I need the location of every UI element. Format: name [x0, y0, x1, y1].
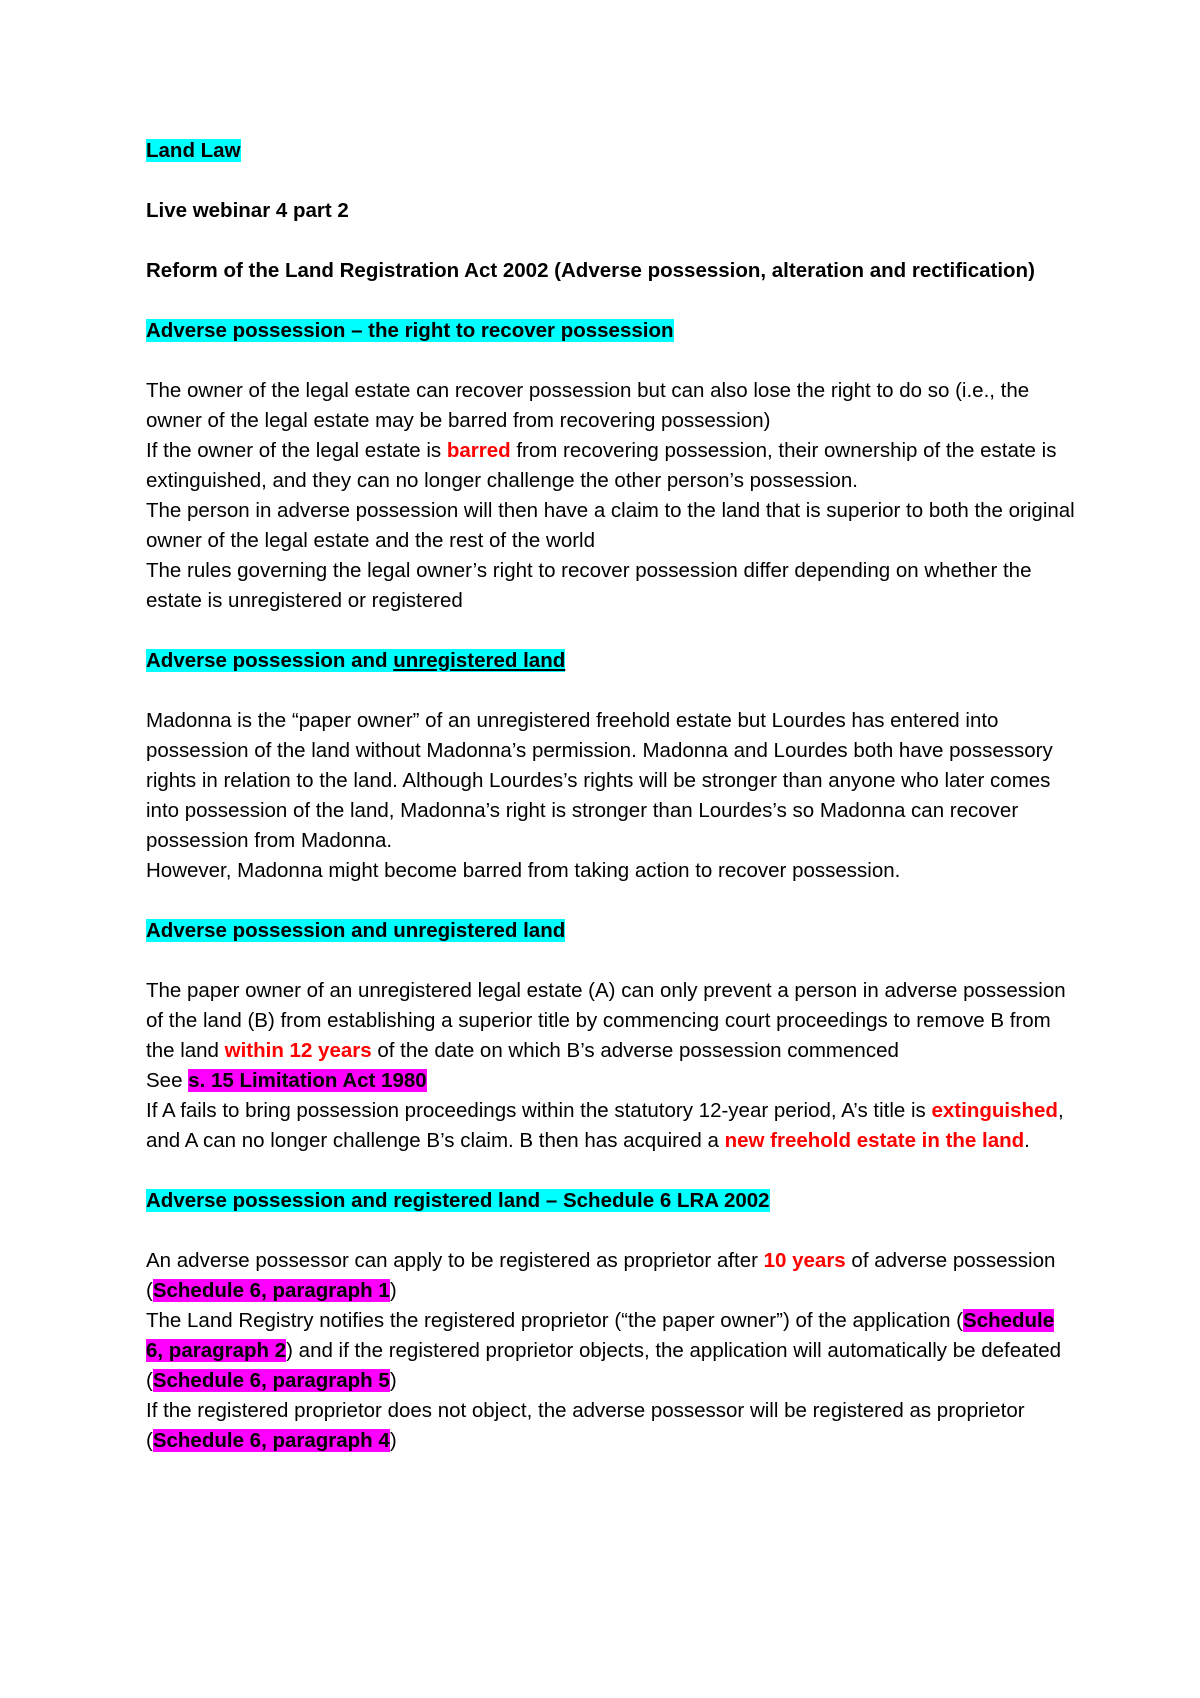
schedule6-para1-citation: Schedule 6, paragraph 1: [152, 1279, 390, 1302]
section2-line1: Madonna is the “paper owner” of an unregistered freehold estate but Lourdes has entered into possession of the land without Madonna’s permission. Madonna and Lourdes both have possessory rights in relation to the land. Although Lourdes’s rights will be stronger than anyone who later comes into possession of the land, Madonna’s right is stronger than Lourdes’s so Madonna can recover possession from Madonna.: [146, 709, 1053, 852]
section1-line4: The rules governing the legal owner’s right to recover possession differ depending on whether the estate is unregistered or registered: [146, 559, 1032, 612]
section4-line2-part: ): [389, 1369, 397, 1392]
section4-line3: [146, 1396, 1076, 1456]
section1-barred-emphasis: barred: [446, 439, 511, 462]
section2-heading-part: Adverse possession and: [146, 649, 394, 672]
section3-heading: [146, 916, 1076, 946]
section3-line1-part: The paper owner of an unregistered legal estate (A) can only prevent a person in adverse possession of the land (B) from establishing a superior title by commencing court proceedings to remove B from the land: [146, 979, 1066, 1062]
section4-line1-part: An adverse possessor can apply to be registered as proprietor after: [146, 1249, 764, 1272]
section3-line3-part: .: [1024, 1129, 1030, 1152]
section4-line2-part: ) and if the registered proprietor objects, the application will automatically be defeated (: [146, 1339, 1062, 1392]
section3-line2: [146, 1066, 1076, 1096]
section1-heading-text: Adverse possession – the right to recover possession: [146, 319, 674, 342]
section4-line3-part: If the registered proprietor does not object, the adverse possessor will be registered as proprietor (: [146, 1399, 1025, 1452]
section4-heading: [146, 1186, 1076, 1216]
section1-line2-part: from recovering possession, their ownership of the estate is extinguished, and they can no longer challenge the other person’s possession.: [146, 439, 1057, 492]
schedule6-para4-citation: Schedule 6, paragraph 4: [152, 1429, 390, 1452]
subject-highlight: Land Law: [146, 139, 241, 162]
section2-heading: [146, 646, 1076, 676]
section3-line3-part: If A fails to bring possession proceedings within the statutory 12-year period, A’s title is: [146, 1099, 932, 1122]
section4-line1: [146, 1246, 1076, 1306]
section2-heading-text: [146, 649, 565, 672]
section2-heading-underlined: unregistered land: [393, 649, 566, 672]
section1-line1: The owner of the legal estate can recover possession but can also lose the right to do so (i.e., the owner of the legal estate may be barred from recovering possession): [146, 379, 1030, 432]
section1-heading: [146, 316, 1076, 346]
section2-body: [146, 706, 1076, 886]
section1-line2: [146, 436, 1076, 496]
section1-line3: The person in adverse possession will then have a claim to the land that is superior to both the original owner of the legal estate and the rest of the world: [146, 499, 1075, 552]
section3-heading-text: Adverse possession and unregistered land: [146, 919, 566, 942]
section3-see-label: See: [146, 1069, 189, 1092]
section3-line1-part: of the date on which B’s adverse possession commenced: [371, 1039, 899, 1062]
section4-line3-part: ): [389, 1429, 397, 1452]
limitation-act-citation: s. 15 Limitation Act 1980: [188, 1069, 427, 1092]
ten-years-emphasis: 10 years: [763, 1249, 846, 1272]
section3-line3: [146, 1096, 1076, 1156]
section2-line2: However, Madonna might become barred from taking action to recover possession.: [146, 859, 901, 882]
section4-body: [146, 1246, 1076, 1456]
document-subject: [146, 136, 1076, 166]
section1-line2-part: If the owner of the legal estate is: [146, 439, 447, 462]
section4-heading-text: Adverse possession and registered land – Schedule 6 LRA 2002: [146, 1189, 770, 1212]
section3-line3-part: , and A can no longer challenge B’s claim. B then has acquired a: [146, 1099, 1064, 1152]
document-page: [146, 136, 1076, 1486]
section4-line1-part: ): [389, 1279, 397, 1302]
section3-line1: [146, 976, 1076, 1066]
section3-12-years-emphasis: within 12 years: [224, 1039, 372, 1062]
schedule6-para2-citation: Schedule 6, paragraph 2: [146, 1309, 1055, 1362]
new-freehold-emphasis: new freehold estate in the land: [724, 1129, 1025, 1152]
section1-body: [146, 376, 1076, 616]
section3-body: [146, 976, 1076, 1156]
document-session: Live webinar 4 part 2: [146, 199, 349, 222]
section4-line1-part: of adverse possession (: [146, 1249, 1056, 1302]
extinguished-emphasis: extinguished: [931, 1099, 1058, 1122]
section4-line2-part: The Land Registry notifies the registered proprietor (“the paper owner”) of the application (: [146, 1309, 964, 1332]
section4-line2: [146, 1306, 1076, 1396]
schedule6-para5-citation: Schedule 6, paragraph 5: [152, 1369, 390, 1392]
document-topic: Reform of the Land Registration Act 2002 (Adverse possession, alteration and rectification): [146, 259, 1035, 282]
